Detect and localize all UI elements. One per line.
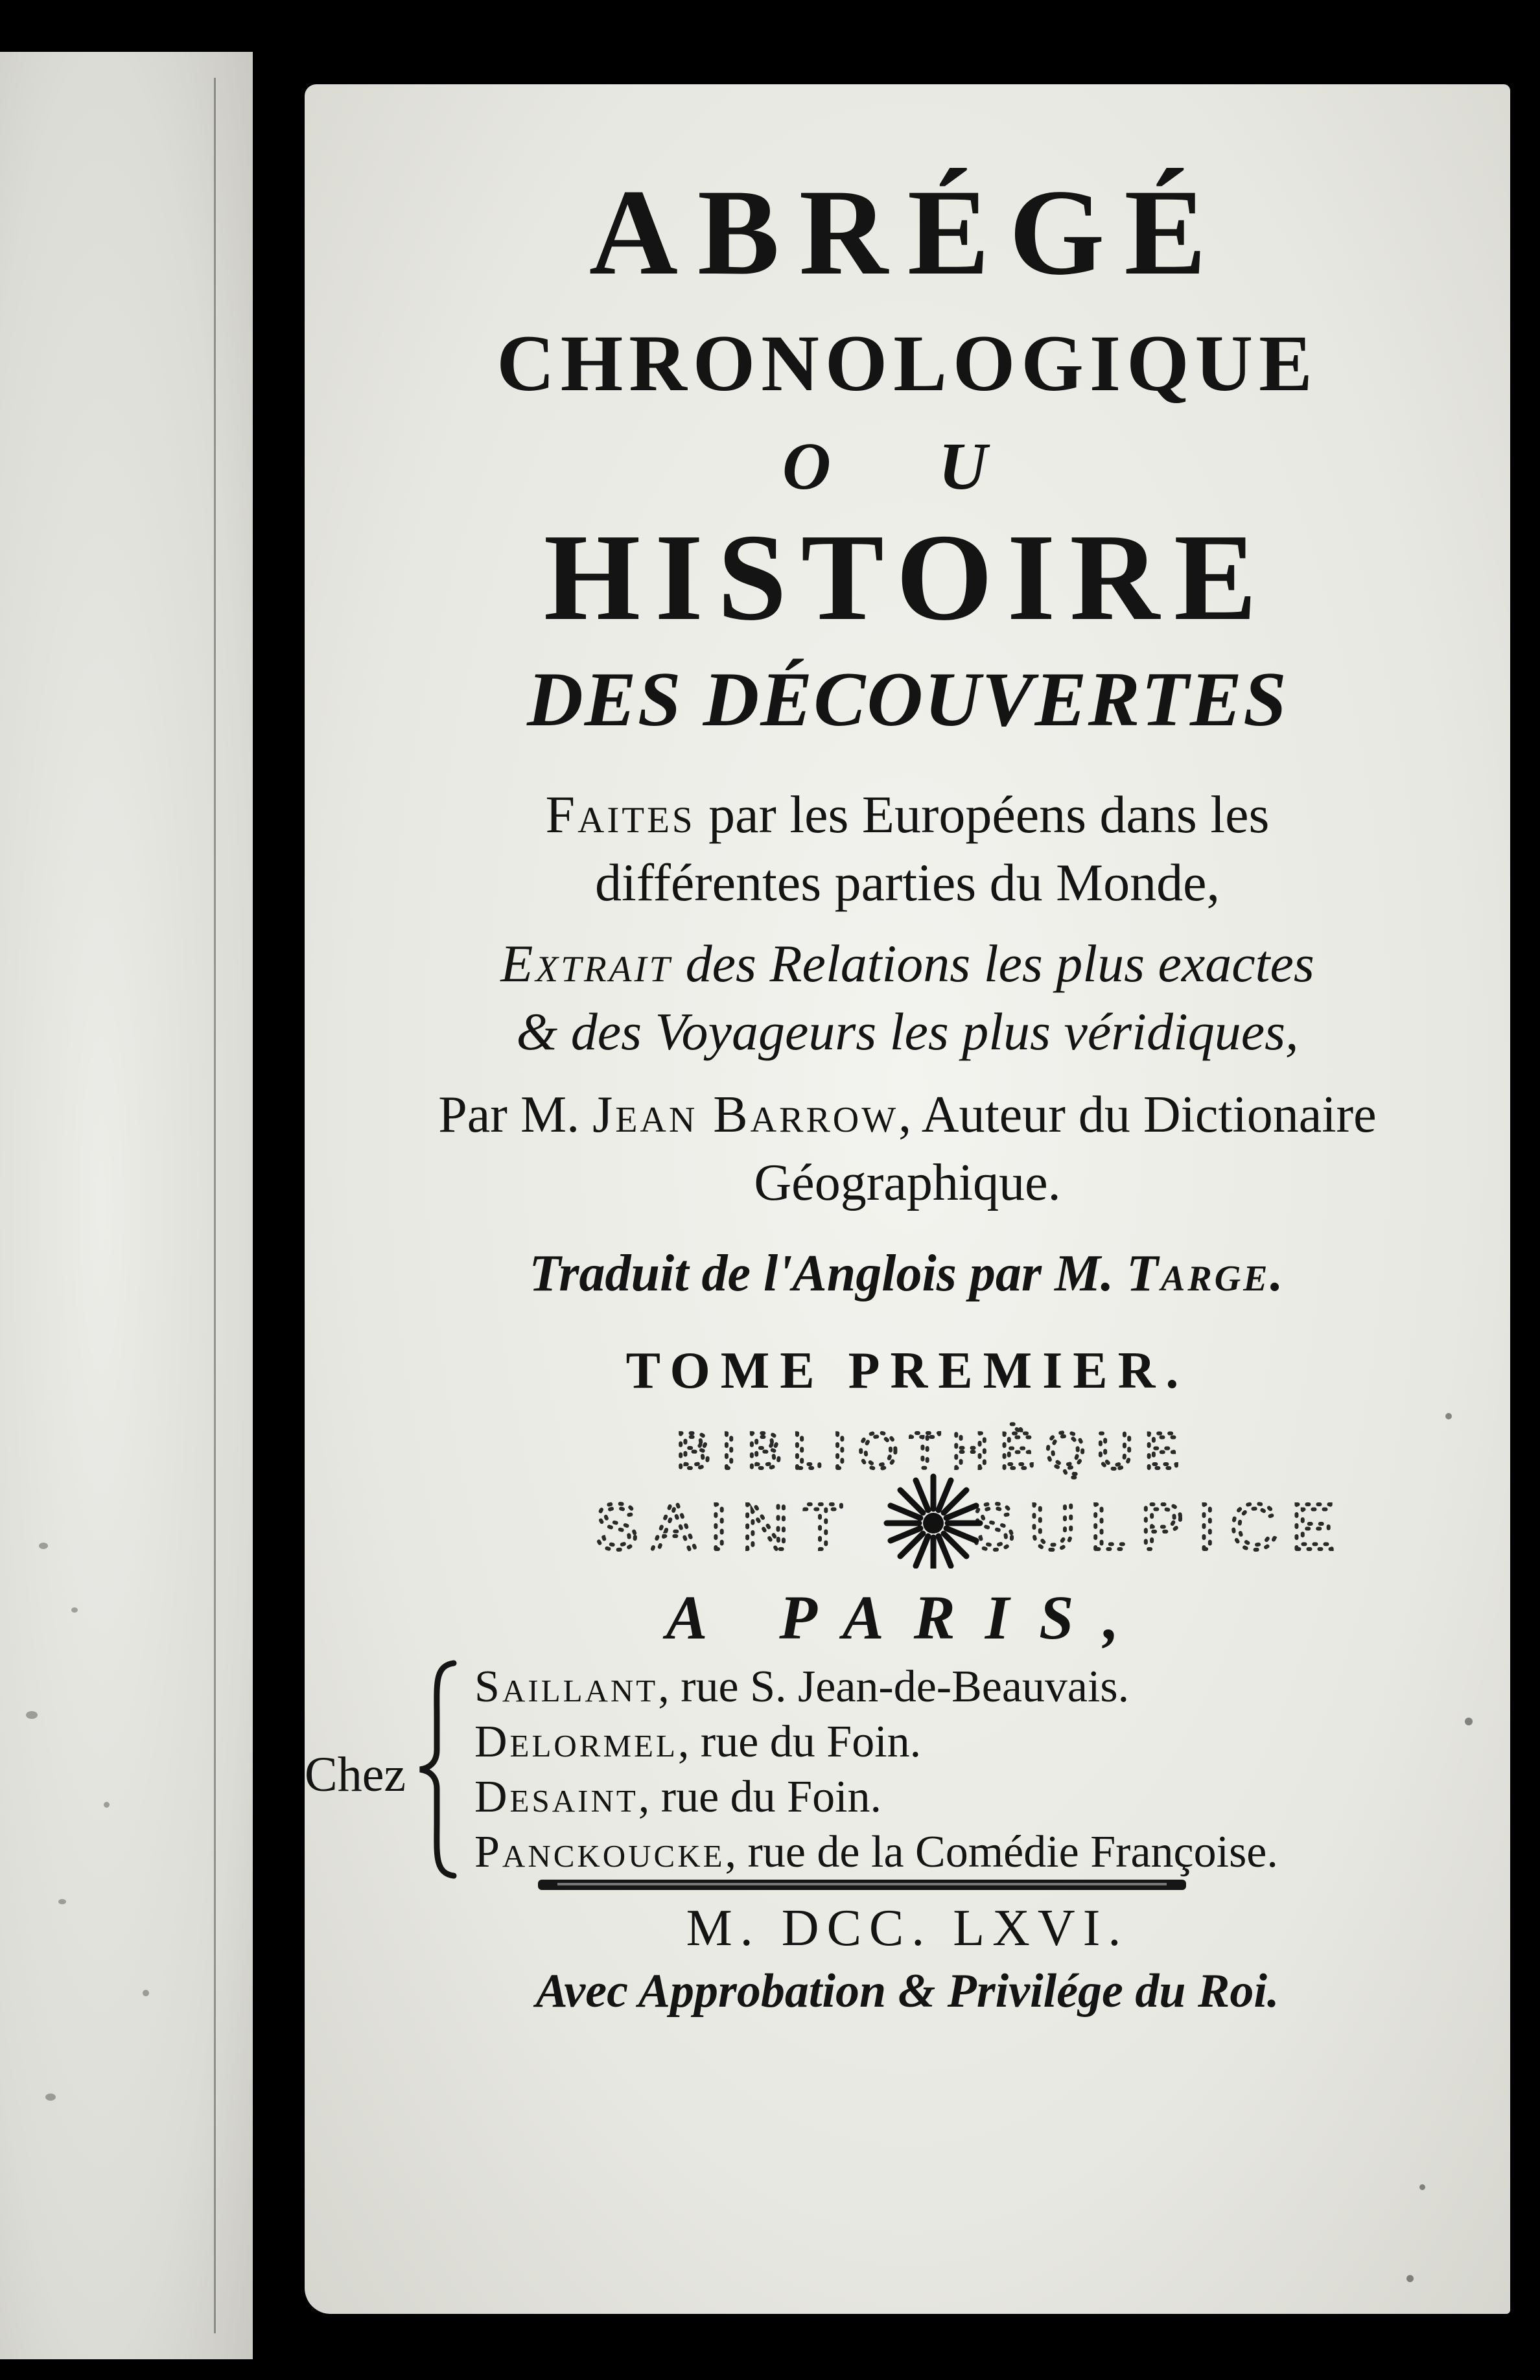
translator-prefix: Traduit de l'Anglois par M. [529, 1245, 1127, 1302]
rosette-ornament-icon [887, 1476, 980, 1569]
title-chronologique: CHRONOLOGIQUE [496, 319, 1318, 408]
title-ou: O U [782, 429, 1033, 504]
stain [58, 1899, 66, 1904]
seller-address: , rue du Foin. [677, 1717, 922, 1767]
book-gutter [253, 0, 311, 2380]
subtitle-extrait-line1 [305, 933, 1510, 994]
imprint-approbation: Avec Approbation & Privilége du Roi. [535, 1965, 1279, 2018]
translator-name: Targe. [1126, 1245, 1286, 1302]
translator-line [305, 1244, 1510, 1303]
imprint-sellers [305, 1659, 1510, 1893]
author-line2: Géographique. [754, 1154, 1061, 1211]
subtitle-faites-line2: différentes parties du Monde, [595, 853, 1220, 912]
stain [1406, 2275, 1414, 2282]
seller-row [474, 1659, 1447, 1714]
subtitle-faites-line1 [305, 784, 1510, 845]
title-abrege: ABRÉGÉ [589, 165, 1226, 301]
author-rest: , Auteur du Dictionaire [898, 1086, 1377, 1143]
stain [39, 1543, 48, 1549]
stamp-line2-right: SULPICE [972, 1491, 1349, 1563]
title-decouvertes: DES DÉCOUVERTES [527, 656, 1288, 742]
curly-brace-icon [415, 1659, 460, 1880]
seller-name: Delormel [474, 1717, 678, 1767]
subtitle-extrait-lead: Extrait [500, 934, 673, 993]
subtitle-faites-lead: Faites [545, 785, 695, 844]
perforated-stamp-graphic [512, 1419, 1355, 1569]
page-fold-line [214, 78, 216, 2333]
seller-address: , rue S. Jean-de-Beauvais. [658, 1662, 1130, 1712]
author-line1 [305, 1086, 1510, 1145]
seller-name: Saillant [474, 1662, 659, 1712]
seller-address: , rue de la Comédie Françoise. [725, 1827, 1278, 1877]
volume-label: TOME PREMIER. [625, 1342, 1189, 1399]
seller-row [474, 1769, 1447, 1825]
facing-page [0, 52, 253, 2359]
stain [45, 2094, 56, 2101]
imprint-city: A PARIS, [666, 1583, 1149, 1652]
imprint-date: M. DCC. LXVI. [686, 1900, 1129, 1957]
seller-list [474, 1659, 1447, 1880]
subtitle-extrait-rest: des Relations les plus exactes [672, 934, 1314, 993]
stamp-line1: BIBLIOTHÈQUE [676, 1422, 1191, 1479]
title-histoire: HISTOIRE [543, 508, 1272, 646]
seller-row [474, 1714, 1447, 1769]
decorative-rule [538, 1880, 1186, 1890]
author-name: Jean Barrow [592, 1086, 899, 1143]
stain [71, 1607, 78, 1613]
stain [143, 1990, 149, 1996]
stain [1465, 1718, 1473, 1725]
stain [1419, 2184, 1425, 2190]
seller-address: , rue du Foin. [638, 1772, 882, 1822]
author-par: Par M. [438, 1086, 593, 1143]
subtitle-faites-rest: par les Européens dans les [695, 785, 1270, 844]
seller-name: Panckoucke [474, 1827, 725, 1877]
seller-name: Desaint [474, 1772, 638, 1822]
title-page [305, 84, 1510, 2314]
stain [1445, 1413, 1452, 1419]
stamp-line2-left: SAINT [594, 1491, 858, 1563]
library-perforation-stamp [512, 1419, 1355, 1569]
subtitle-extrait-line2: & des Voyageurs les plus véridiques, [516, 1002, 1299, 1061]
imprint-chez: Chez [305, 1747, 406, 1802]
stain [26, 1711, 38, 1719]
stain [104, 1802, 110, 1808]
seller-row [474, 1825, 1447, 1880]
